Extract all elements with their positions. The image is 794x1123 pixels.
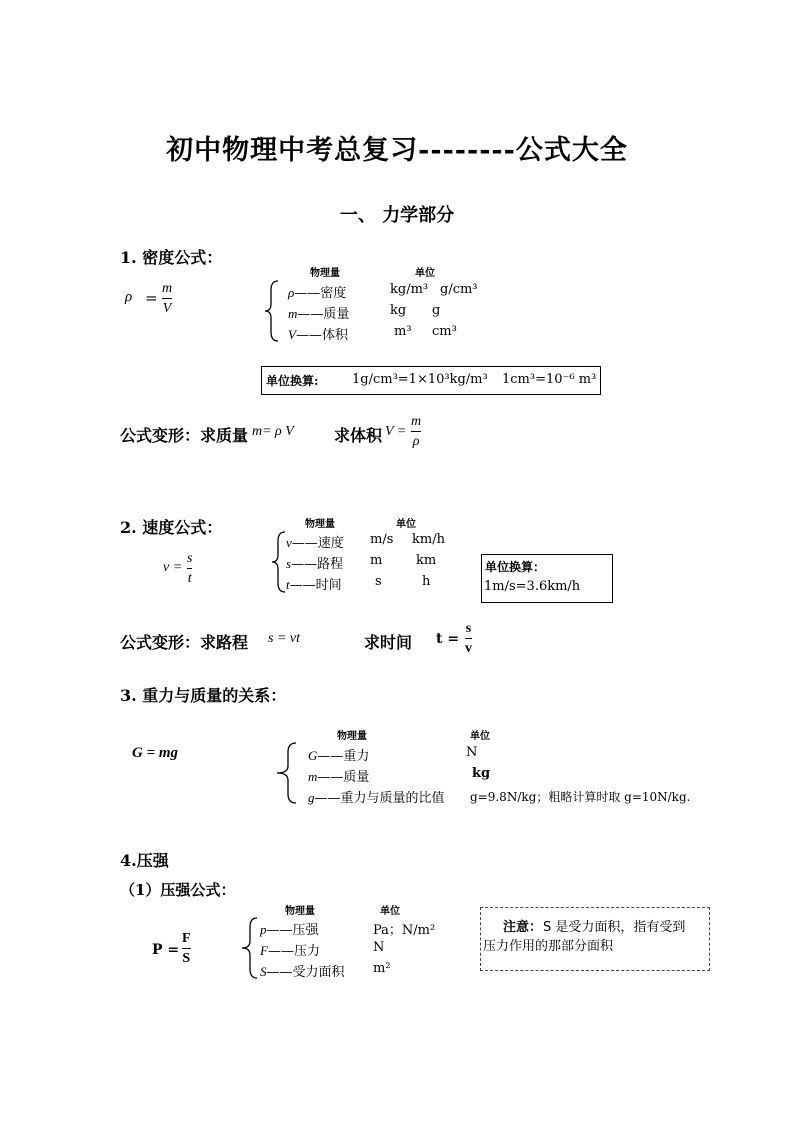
density-denominator: V [162,301,172,316]
gravity-formula: G = mg [132,745,179,761]
volume-denominator: ρ [412,434,420,449]
density-transform-label: 公式变形：求质量 [120,426,249,445]
pressure-row: F——压力 [260,943,320,959]
speed-transform-distance: s = vt [268,631,300,646]
pressure-col-unit: 单位 [380,906,400,917]
gravity-row-unit: N [466,745,478,760]
speed-heading: 2. 速度公式： [120,518,223,537]
density-brace [264,280,280,342]
pressure-heading: 4.压强 [120,851,169,870]
density-heading: 1. 密度公式： [120,248,223,267]
density-row-unit2: g/cm³ [440,282,478,297]
speed-row-unit1: m [370,553,383,568]
speed-col-quantity: 物理量 [305,519,335,530]
speed-brace [271,531,287,593]
pressure-note-text-2: 压力作用的那部分面积 [483,939,614,954]
gravity-row-unit: kg [472,766,491,781]
speed-fraction [187,550,192,587]
density-row-unit2: cm³ [432,324,457,339]
speed-row-unit1: m/s [370,532,394,547]
gravity-row: G——重力 [308,748,370,764]
pressure-denominator: S [182,951,191,966]
time-fraction [465,620,472,657]
gravity-heading: 3. 重力与质量的关系： [120,686,287,705]
pressure-formula-lhs: P = [152,942,180,958]
pressure-row: S——受力面积 [260,964,345,980]
speed-conversion-label: 单位换算： [485,560,546,574]
section-heading: 一、 力学部分 [339,205,455,226]
density-row-unit1: m³ [394,324,412,339]
density-row: ρ——密度 [288,285,347,301]
density-col-quantity: 物理量 [310,268,340,279]
density-conversion-1: 1g/cm³=1×10³kg/m³ [352,372,488,387]
density-transform-volume-label: 求体积 [334,426,383,445]
density-row-unit1: kg [390,303,407,318]
density-formula-eq: = [145,289,158,307]
speed-transform-time-label: 求时间 [364,633,413,652]
speed-row-unit2: km [416,553,437,568]
pressure-note-label: 注意： [503,920,543,935]
speed-conversion: 1m/s=3.6km/h [484,579,581,594]
pressure-row-unit: Pa；N/m² [373,923,436,938]
speed-row-unit2: km/h [412,532,445,547]
volume-numerator: m [411,414,422,429]
pressure-brace [241,917,259,979]
time-denominator: v [465,641,472,656]
gravity-brace [276,742,298,804]
density-conversion-2: 1cm³=10⁻⁶ m³ [502,372,597,387]
pressure-numerator: F [182,931,191,946]
pressure-col-quantity: 物理量 [285,906,315,917]
density-row: m——质量 [288,306,350,322]
pressure-row-unit: N [373,940,385,955]
pressure-row: p——压强 [260,922,319,938]
pressure-note-box [480,907,710,971]
gravity-row: m——质量 [308,769,370,785]
density-formula-lhs: ρ [125,289,133,305]
speed-conversion-box [481,554,613,603]
density-conversion-label: 单位换算: [266,374,319,388]
density-fraction [162,280,172,317]
speed-transform-time-lhs: t = [436,631,460,647]
density-transform-mass: m= ρ V [252,424,294,439]
density-transform-volume-lhs: V = [385,424,407,439]
density-row: V——体积 [288,327,348,343]
speed-row: s——路程 [286,556,344,572]
speed-row-unit1: s [375,574,382,589]
speed-col-unit: 单位 [396,519,416,530]
density-row-unit1: kg/m³ [390,282,429,297]
gravity-col-unit: 单位 [470,731,490,742]
density-numerator: m [162,281,173,296]
density-col-unit: 单位 [415,268,435,279]
speed-numerator: s [187,551,193,566]
density-row-unit2: g [432,303,441,318]
time-numerator: s [465,621,472,636]
volume-fraction [411,413,421,450]
speed-formula-lhs: v = [163,560,183,575]
speed-transform-label: 公式变形：求路程 [120,633,249,652]
pressure-sub-heading: （1）压强公式： [120,881,236,899]
gravity-col-quantity: 物理量 [337,731,367,742]
pressure-fraction [182,930,191,967]
density-conversion-box [261,366,601,395]
pressure-note-text: S 是受力面积，指有受到 [543,920,686,935]
speed-row: t——时间 [286,577,342,593]
speed-row-unit2: h [422,574,431,589]
gravity-row-unit: g=9.8N/kg；粗略计算时取 g=10N/kg. [470,790,691,804]
speed-denominator: t [187,571,192,586]
speed-row: v——速度 [286,535,344,551]
gravity-row: g——重力与质量的比值 [308,790,445,806]
pressure-row-unit: m² [373,961,391,976]
page-title: 初中物理中考总复习--------公式大全 [166,135,628,166]
